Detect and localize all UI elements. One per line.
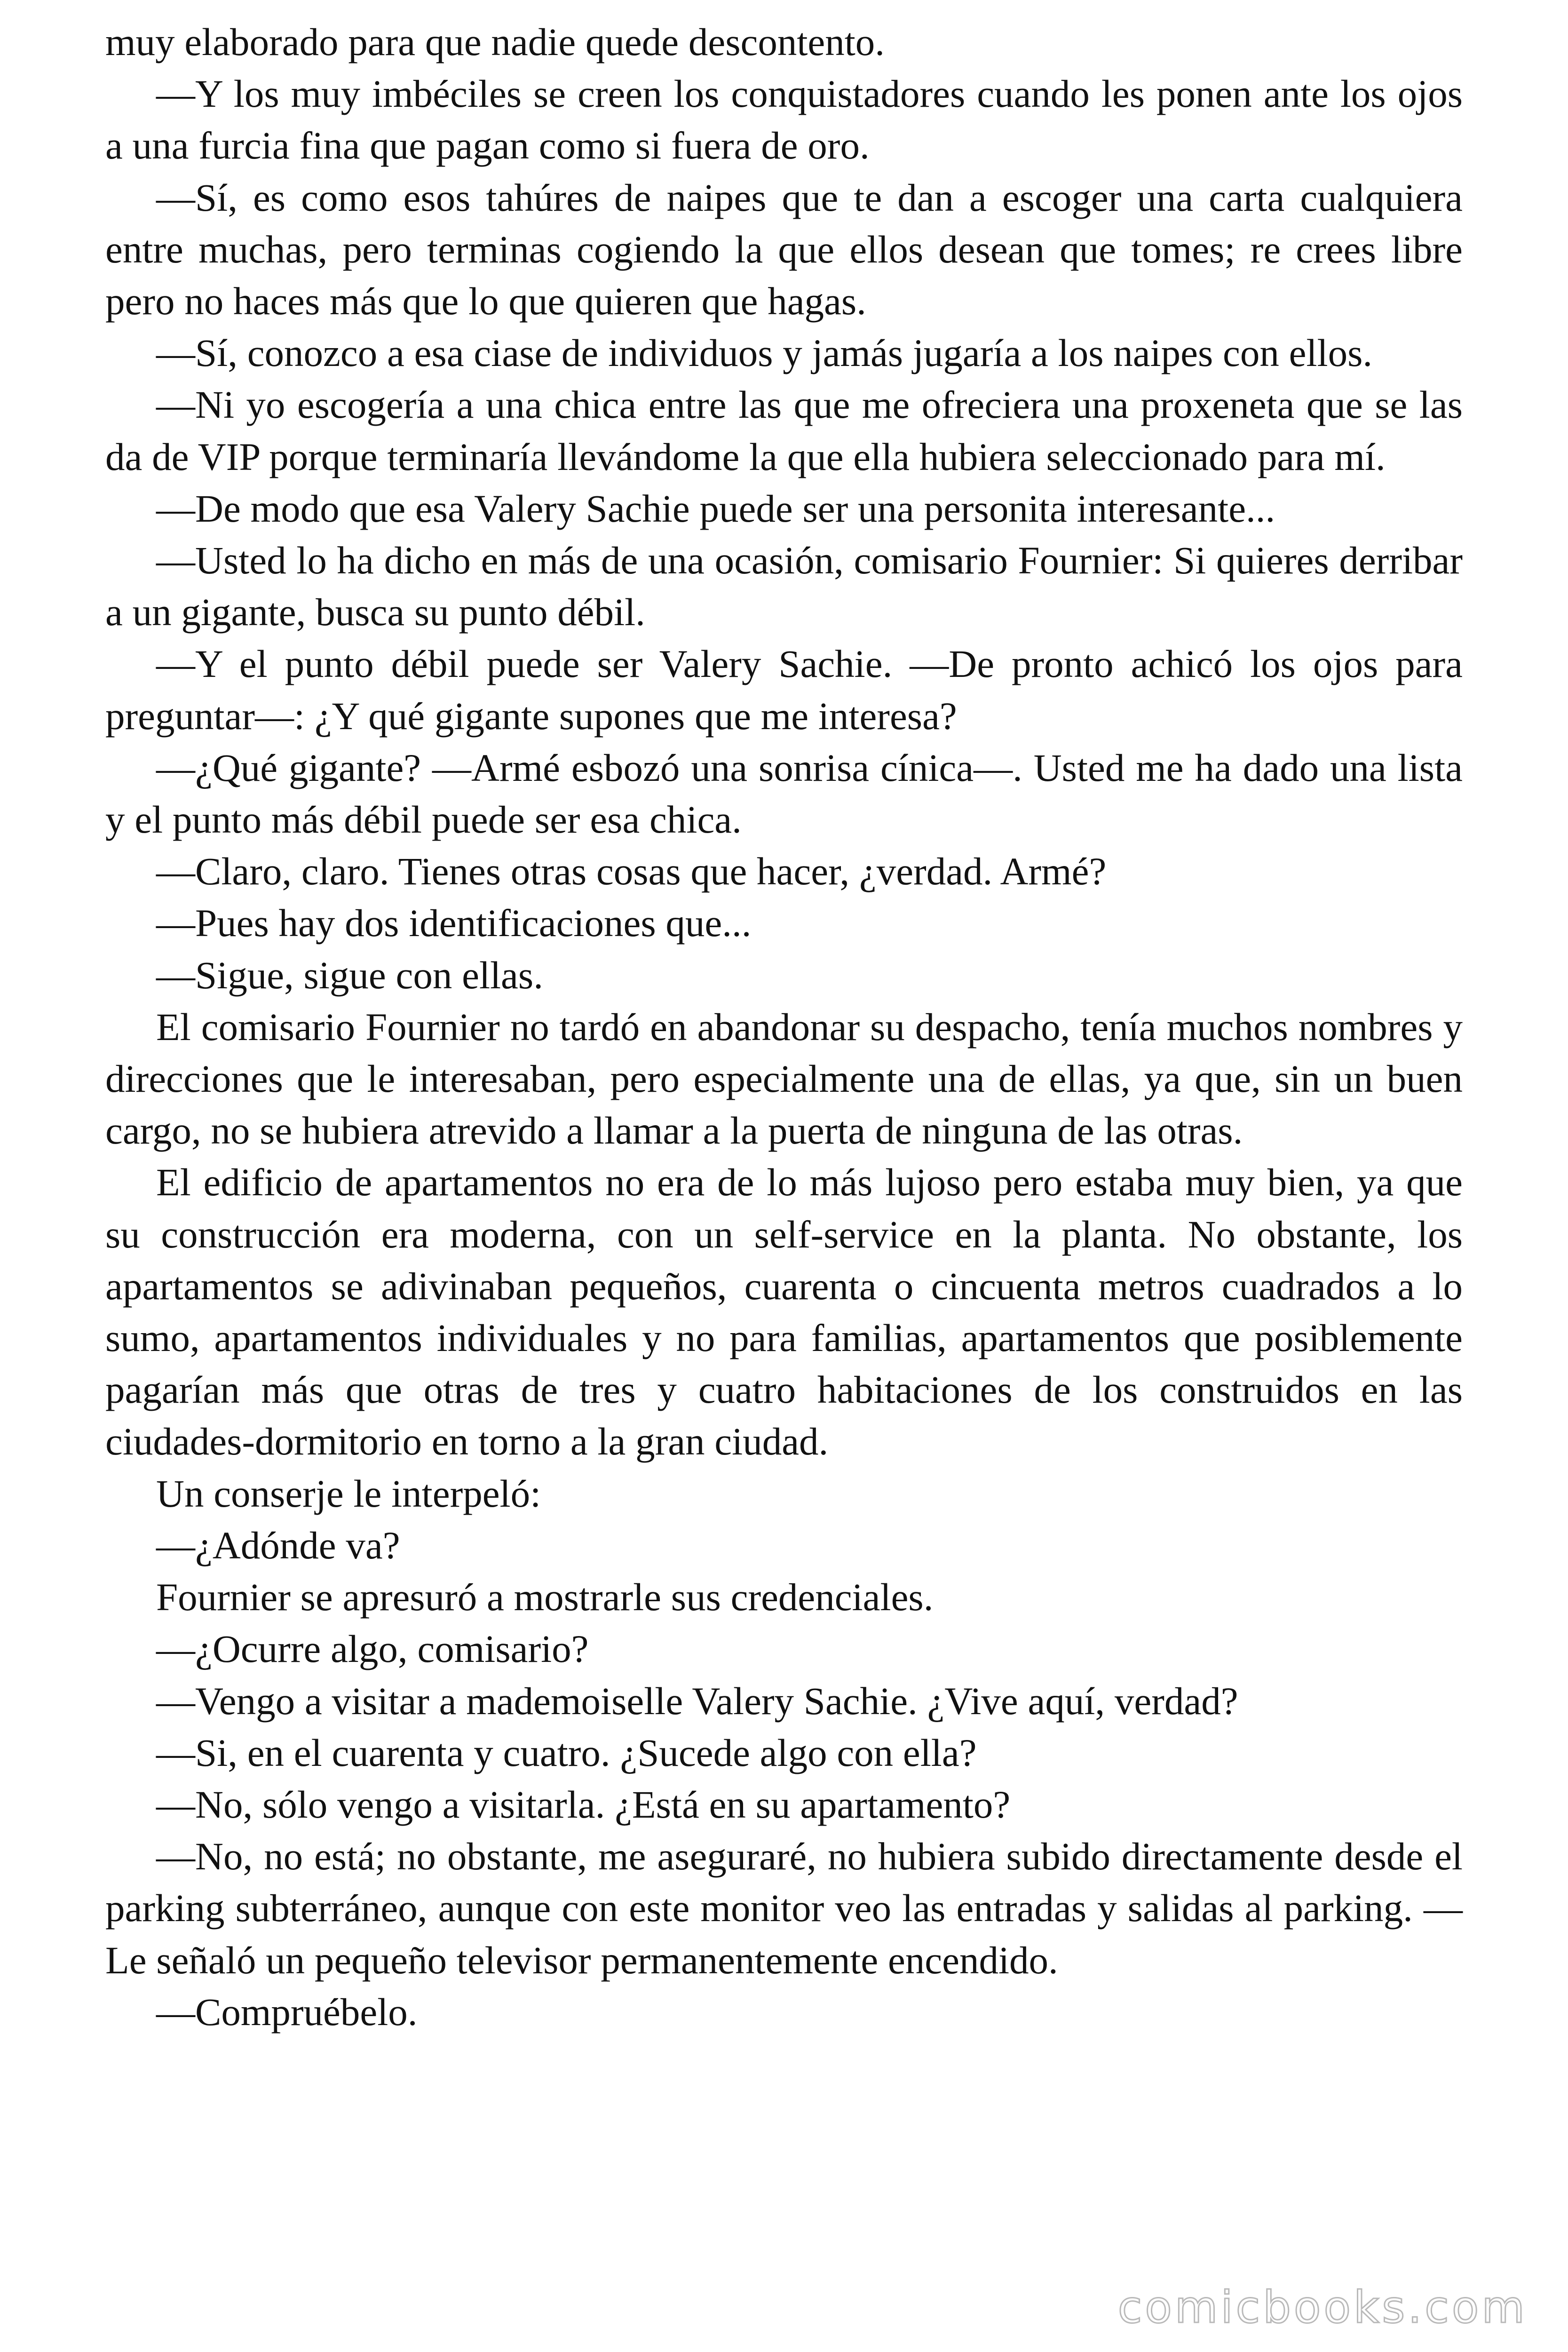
paragraph: —Y los muy imbéciles se creen los conquistadores cuando les ponen ante los ojos a una furcia fina que pagan como si fuera de oro.: [105, 72, 1463, 167]
paragraph: Un conserje le interpeló:: [156, 1471, 541, 1515]
paragraph: —Ni yo escogería a una chica entre las que me ofreciera una proxeneta que se las da de VIP porque terminaría llevándome la que ella hubiera seleccionado para mí.: [105, 383, 1463, 478]
paragraph: —Sí, es como esos tahúres de naipes que te dan a escoger una carta cualquiera entre muchas, pero terminas cogiendo la que ellos desean que tomes; re crees libre pero no haces más que lo que quieren que hagas.: [105, 175, 1463, 323]
paragraph: —No, sólo vengo a visitarla. ¿Está en su apartamento?: [156, 1782, 1011, 1826]
paragraph: —Claro, claro. Tienes otras cosas que hacer, ¿verdad. Armé?: [156, 850, 1107, 893]
paragraph: —¿Adónde va?: [156, 1523, 400, 1567]
paragraph: —Compruébelo.: [156, 1990, 418, 2034]
paragraph: —Usted lo ha dicho en más de una ocasión, comisario Fournier: Si quieres derribar a un gigante, busca su punto débil.: [105, 539, 1463, 634]
paragraph: —No, no está; no obstante, me aseguraré, no hubiera subido directamente desde el parking subterráneo, aunque con este monitor veo las entradas y salidas al parking. —Le señaló un pequeño televisor permanentemente encendido.: [105, 1835, 1463, 1982]
paragraph: —¿Qué gigante? —Armé esbozó una sonrisa cínica—. Usted me ha dado una lista y el punto más débil puede ser esa chica.: [105, 746, 1463, 842]
paragraph: —De modo que esa Valery Sachie puede ser una personita interesante...: [156, 486, 1275, 530]
watermark-logo: comicbooks.com: [1117, 2282, 1528, 2333]
paragraph: —Pues hay dos identificaciones que...: [156, 901, 752, 945]
page-text: [105, 16, 1463, 2038]
paragraph: muy elaborado para que nadie quede descontento.: [105, 20, 885, 64]
paragraph: El comisario Fournier no tardó en abandonar su despacho, tenía muchos nombres y direcciones que le interesaban, pero especialmente una de ellas, ya que, sin un buen cargo, no se hubiera atrevido a llamar a la puerta de ninguna de las otras.: [105, 1005, 1463, 1152]
paragraph: —Vengo a visitar a mademoiselle Valery Sachie. ¿Vive aquí, verdad?: [156, 1679, 1238, 1723]
paragraph: Fournier se apresuró a mostrarle sus credenciales.: [156, 1575, 934, 1619]
paragraph: —Si, en el cuarenta y cuatro. ¿Sucede algo con ella?: [156, 1731, 977, 1774]
paragraph: —¿Ocurre algo, comisario?: [156, 1627, 589, 1671]
paragraph: —Sí, conozco a esa ciase de individuos y jamás jugaría a los naipes con ellos.: [156, 331, 1373, 375]
paragraph: El edificio de apartamentos no era de lo más lujoso pero estaba muy bien, ya que su construcción era moderna, con un self-service en la planta. No obstante, los apartamentos se adivinaban pequeños, cuarenta o cincuenta metros cuadrados a lo sumo, apartamentos individuales y no para familias, apartamentos que posiblemente pagarían más que otras de tres y cuatro habitaciones de los construidos en las ciudades-dormitorio en torno a la gran ciudad.: [105, 1160, 1463, 1463]
paragraph: —Sigue, sigue con ellas.: [156, 953, 543, 997]
paragraph: —Y el punto débil puede ser Valery Sachie. —De pronto achicó los ojos para preguntar—: ¿Y qué gigante supones que me interesa?: [105, 642, 1463, 738]
